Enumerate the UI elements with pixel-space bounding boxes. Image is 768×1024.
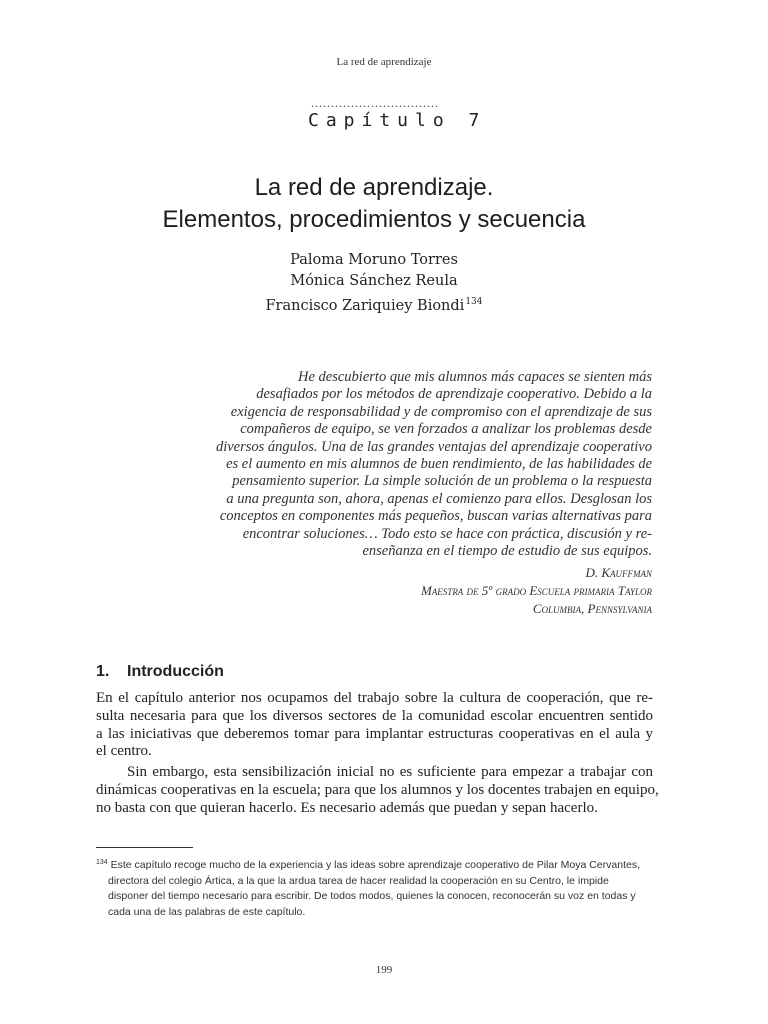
author-name-with-note	[0, 292, 748, 317]
epigraph-line: desafiados por los métodos de aprendizaje cooperativo. Debido a la	[256, 386, 652, 403]
footnote-divider	[96, 847, 193, 848]
paragraph-line: no basta con que quieran hacerlo. Es necesario además que puedan y sepan hacerlo.	[96, 799, 598, 816]
body-paragraph	[96, 764, 659, 817]
epigraph-line: diversos ángulos. Una de las grandes ventajas del aprendizaje cooperativo	[215, 438, 652, 455]
epigraph-line: a una pregunta son, ahora, apenas el comienzo para ellos. Desglosan los	[226, 490, 652, 507]
paragraph-line: dinámicas cooperativas en la escuela; para que los alumnos y los docentes trabajen en equipo,	[96, 781, 659, 798]
page-number: 199	[375, 964, 393, 976]
epigraph-quote	[200, 369, 652, 560]
chapter-dots: ................................	[311, 96, 439, 110]
paragraph-line: sulta necesaria para que los diversos sectores de la comunidad escolar encuentren sentido	[96, 707, 653, 724]
epigraph-line: exigencia de responsabilidad y de compromiso con el aprendizaje de sus	[230, 403, 652, 420]
running-header: La red de aprendizaje	[336, 56, 432, 68]
epigraph-line: He descubierto que mis alumnos más capaces se sienten más	[298, 369, 652, 385]
section-heading	[96, 663, 224, 681]
author-name: Paloma Moruno Torres	[290, 252, 458, 268]
chapter-label: Capítulo 7	[308, 110, 487, 131]
section-number: 1.	[96, 663, 110, 680]
epigraph-line: compañeros de equipo, se ven forzados a analizar los problemas desde	[240, 421, 652, 438]
body-paragraph	[96, 690, 653, 761]
epigraph-line: pensamiento superior. La simple solución de un problema o la respuesta	[232, 473, 652, 490]
chapter-title-line-1: La red de aprendizaje.	[254, 174, 494, 201]
epigraph-attribution-place: Columbia, Pennsylvania	[532, 601, 652, 616]
paragraph-line: a las iniciativas que deberemos tomar para implantar estructuras cooperativas en el aula y	[96, 725, 653, 742]
epigraph-attribution-role: Maestra de 5º grado Escuela primaria Taylor	[420, 583, 652, 598]
chapter-title	[0, 172, 748, 236]
author-name: Mónica Sánchez Reula	[290, 273, 458, 289]
paragraph-line: el centro.	[96, 743, 152, 760]
author-list	[0, 250, 748, 317]
footnote-line: cada una de las palabras de este capítulo.	[108, 905, 306, 918]
footnote-line	[96, 855, 653, 874]
epigraph-line: es el aumento en mis alumnos de buen rendimiento, de las habilidades de	[226, 456, 652, 473]
footnote-mark: 134	[96, 859, 108, 866]
footnote-line: directora del colegio Ártica, a la que la ardua tarea de hacer realidad la cooperación en su Centro, le impide	[108, 874, 609, 887]
footnote-line: disponer del tiempo necesario para escribir. De todos modos, quienes la conocen, reconocerán su voz en todas y	[108, 890, 636, 903]
footnote-text: Este capítulo recoge mucho de la experiencia y las ideas sobre aprendizaje cooperativo de Pilar Moya Cervantes,	[110, 859, 640, 871]
epigraph-line: enseñanza en el tiempo de estudio de sus equipos.	[362, 543, 652, 560]
epigraph-attribution-author: D. Kauffman	[585, 565, 652, 580]
epigraph-line: conceptos en componentes más pequeños, buscan varias alternativas para	[219, 508, 652, 525]
author-name: Francisco Zariquiey Biondi	[265, 298, 465, 314]
footnote	[96, 855, 653, 920]
paragraph-line: En el capítulo anterior nos ocupamos del trabajo sobre la cultura de cooperación, que re-	[96, 690, 653, 706]
paragraph-line: Sin embargo, esta sensibilización inicial no es suficiente para empezar a trabajar con	[127, 764, 653, 780]
footnote-reference[interactable]: 134	[465, 297, 483, 307]
section-title: Introducción	[127, 663, 224, 680]
chapter-title-line-2: Elementos, procedimientos y secuencia	[162, 206, 586, 233]
epigraph-line: encontrar soluciones… Todo esto se hace con práctica, discusión y re-	[242, 525, 652, 542]
